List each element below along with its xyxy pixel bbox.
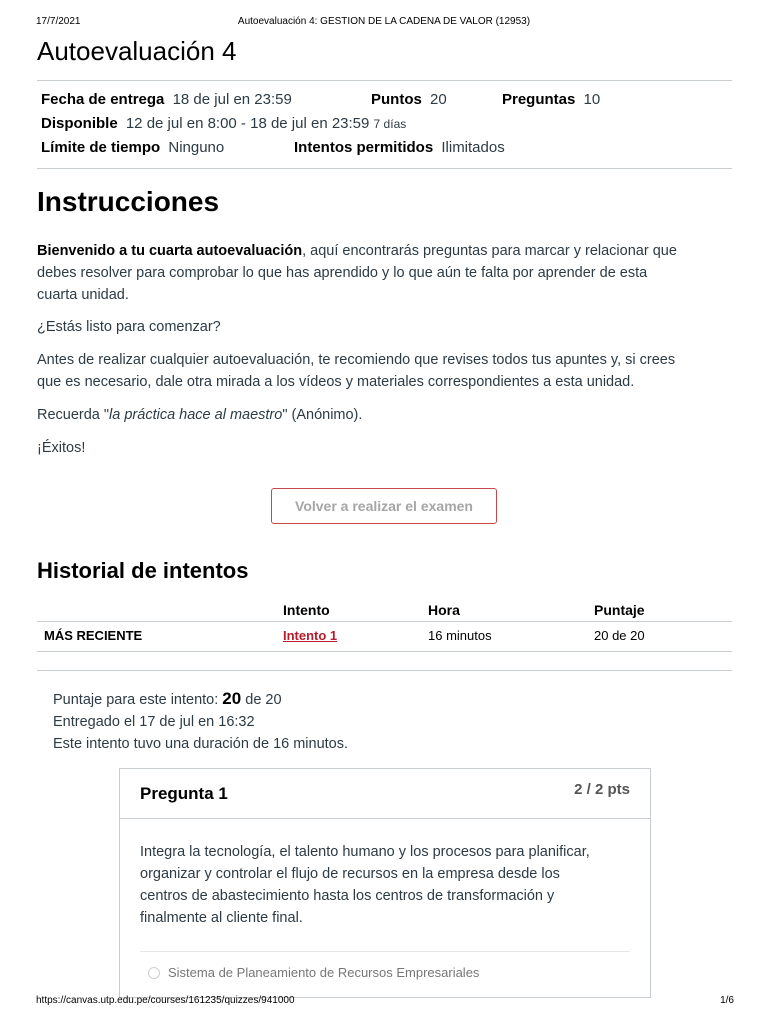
- attempt-history-title: Historial de intentos: [37, 558, 249, 583]
- questions-label: Preguntas: [502, 91, 576, 108]
- p3-line1: Antes de realizar cualquier autoevaluación, te recomiendo que revises todos tus apuntes y, si crees: [37, 352, 676, 368]
- instructions-paragraph-5: ¡Éxitos!: [37, 440, 86, 456]
- attempts-label: Intentos permitidos: [294, 139, 434, 156]
- duration-line: Este intento tuvo una duración de 16 minutos.: [53, 736, 349, 752]
- question-title: Pregunta 1: [140, 784, 228, 803]
- q-line1: Integra la tecnología, el talento humano y los procesos para planificar,: [140, 844, 590, 860]
- score-of: de 20: [245, 692, 282, 708]
- due-value: 18 de jul en 23:59: [172, 91, 292, 108]
- due-label: Fecha de entrega: [41, 91, 165, 108]
- divider: [37, 670, 732, 671]
- time-limit-label: Límite de tiempo: [41, 139, 161, 156]
- print-url: https://canvas.utp.edu.pe/courses/161235/quizzes/941000: [36, 995, 295, 1006]
- answer-option-1[interactable]: Sistema de Planeamiento de Recursos Empresariales: [168, 965, 480, 980]
- meta-due: [41, 91, 292, 108]
- q-line4: finalmente al cliente final.: [140, 910, 303, 926]
- p3-line2: que es necesario, dale otra mirada a los vídeos y materiales correspondientes a esta unidad.: [37, 374, 635, 390]
- questions-value: 10: [583, 91, 601, 108]
- divider: [37, 80, 732, 81]
- divider: [37, 168, 732, 169]
- answer-divider: [140, 951, 630, 952]
- q-line3: centros de abastecimiento hasta los centros de transformación y: [140, 888, 555, 904]
- attempt-score: 20 de 20: [594, 628, 645, 643]
- score-value: 20: [222, 689, 242, 708]
- points-label: Puntos: [371, 91, 422, 108]
- attempt-score-line: [53, 688, 348, 711]
- attempt-time: 16 minutos: [428, 628, 492, 643]
- submitted-line: Entregado el 17 de jul en 16:32: [53, 714, 255, 730]
- p4-pre: Recuerda ": [37, 407, 110, 423]
- most-recent-label: MÁS RECIENTE: [44, 628, 143, 643]
- print-date: 17/7/2021: [36, 16, 81, 27]
- instructions-paragraph-3: [37, 349, 737, 393]
- meta-questions: [502, 91, 600, 108]
- page-title: Autoevaluación 4: [37, 36, 237, 66]
- question-text: [140, 841, 630, 929]
- available-days: 7 días: [373, 117, 407, 131]
- time-limit-value: Ninguno: [168, 139, 225, 156]
- p1-line3: cuarta unidad.: [37, 287, 129, 303]
- answer-radio[interactable]: [148, 967, 160, 979]
- instructions-paragraph-4: [37, 404, 737, 426]
- header-score: Puntaje: [594, 602, 645, 618]
- header-attempt: Intento: [283, 602, 330, 618]
- meta-points: [371, 91, 447, 108]
- meta-attempts: [294, 139, 505, 156]
- table-header: [37, 596, 732, 622]
- p1-line2: debes resolver para comprobar lo que has aprendido y lo que aún te falta por aprender de esta: [37, 265, 648, 281]
- question-points: 2 / 2 pts: [574, 781, 630, 798]
- p4-post: " (Anónimo).: [282, 407, 363, 423]
- attempts-value: Ilimitados: [441, 139, 505, 156]
- instructions-paragraph-2: ¿Estás listo para comenzar?: [37, 319, 221, 335]
- attempt-history-table: [37, 596, 732, 652]
- quote-italic: la práctica hace al maestro: [109, 407, 283, 423]
- q-line2: organizar y controlar el flujo de recursos en la empresa desde los: [140, 866, 560, 882]
- print-doc-title: Autoevaluación 4: GESTION DE LA CADENA DE VALOR (12953): [237, 16, 531, 27]
- instructions-title: Instrucciones: [37, 186, 220, 217]
- instructions-paragraph-1: [37, 240, 737, 306]
- points-value: 20: [430, 91, 447, 108]
- question-header: [120, 769, 650, 819]
- header-time: Hora: [428, 602, 460, 618]
- attempt-1-link[interactable]: Intento 1: [283, 628, 338, 643]
- score-label: Puntaje para este intento:: [53, 692, 219, 708]
- table-row: [37, 622, 732, 652]
- question-card: [119, 768, 651, 998]
- welcome-bold: Bienvenido a tu cuarta autoevaluación: [37, 243, 303, 259]
- available-value: 12 de jul en 8:00 - 18 de jul en 23:59: [125, 115, 370, 132]
- meta-time-limit: [41, 139, 224, 156]
- print-page-number: 1/6: [720, 995, 734, 1006]
- p1-line1: , aquí encontrarás preguntas para marcar y relacionar que: [302, 243, 677, 259]
- meta-available: [41, 115, 406, 132]
- available-label: Disponible: [41, 115, 118, 132]
- retake-quiz-button[interactable]: Volver a realizar el examen: [271, 488, 497, 524]
- attempt-summary: [53, 688, 348, 755]
